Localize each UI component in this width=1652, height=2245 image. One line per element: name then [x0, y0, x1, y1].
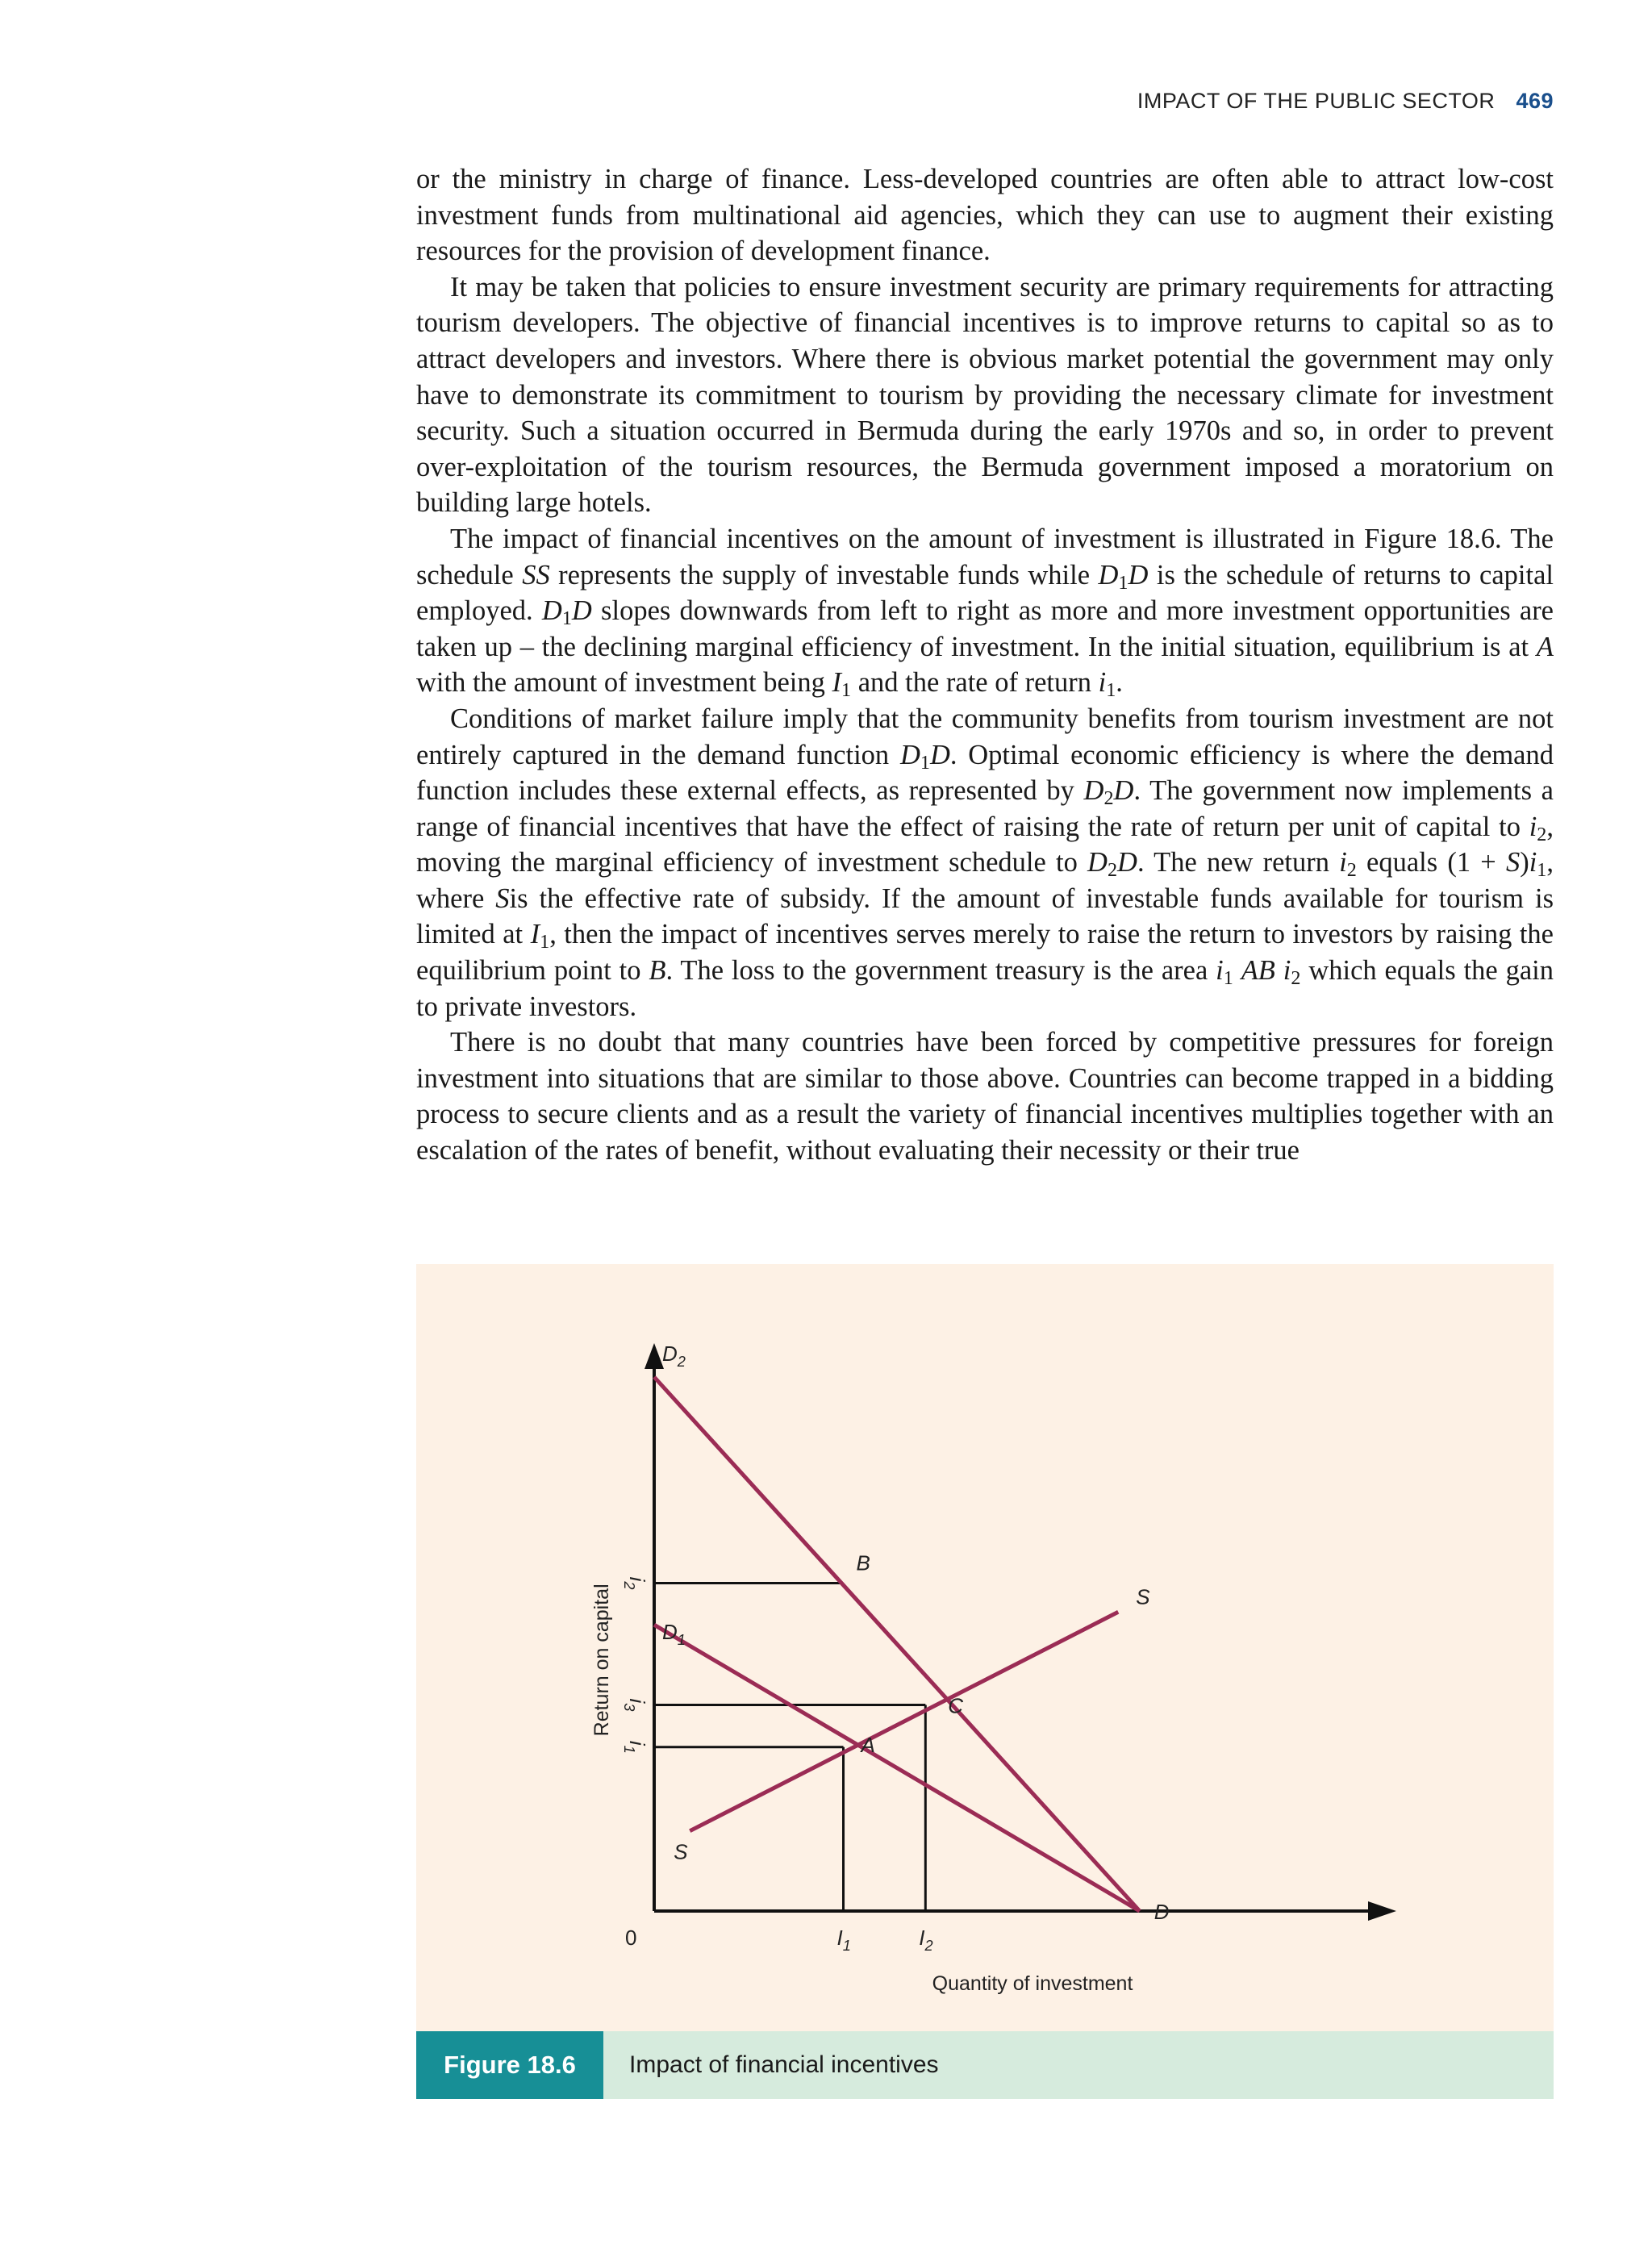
x-tick-label-i2: $I_2$	[919, 1926, 933, 1954]
running-title: IMPACT OF THE PUBLIC SECTOR	[1137, 89, 1496, 113]
chart	[416, 1264, 1554, 2031]
paragraph-1: or the ministry in charge of finance. Less-developed countries are often able to attract low-cost investment funds from multinational aid agencies, which they can use to augment their existing resources for the provision of development finance.	[416, 164, 1554, 267]
paragraph-3: The impact of financial incentives on the amount of investment is illustrated in Figure 18.6. The schedule SS represents the supply of investable funds while $D_1D$ is the schedule of returns to capital employed. $D_1D$ slopes downwards from left to right as more and more investment opportunities are taken up – the declining marginal efficiency of investment. In the initial situation, equilibrium is at A with the amount of investment being $I_1$ and the rate of return $i_1$.	[416, 523, 1554, 702]
figure-caption	[416, 2031, 1554, 2099]
y-axis-arrow	[645, 1343, 664, 1369]
running-header	[416, 89, 1554, 121]
series-label-ss-end: S	[1136, 1584, 1150, 1609]
figure-18-6	[416, 1264, 1554, 2099]
body-text	[416, 161, 1554, 1169]
paragraph-4: Conditions of market failure imply that the community benefits from tourism investment are not entirely captured in the demand function $D_1D$. Optimal economic efficiency is where the demand function includes these external effects, as represented by $D_2D$. The government now implements a range of financial incentives that have the effect of raising the rate of return per unit of capital to $i_2$, moving the marginal efficiency of investment schedule to $D_2D$. The new return $i_2$ equals $(1 + S)i_1$, where Sis the effective rate of subsidy. If the amount of investable funds available for tourism is limited at $I_1$, then the impact of incentives serves merely to raise the return to investors by raising the equilibrium point to B. The loss to the government treasury is the area $i_1$ AB $i_2$ which equals the gain to private investors.	[416, 703, 1554, 1022]
paragraph-2: It may be taken that policies to ensure investment security are primary requirements for attracting tourism developers. The objective of financial incentives is to improve returns to capital so as to attract developers and investors. Where there is obvious market potential the government may only have to demonstrate its commitment to tourism by providing the necessary climate for investment security. Such a situation occurred in Bermuda during the early 1970s and so, in order to prevent over-exploitation of the tourism resources, the Bermuda government imposed a moratorium on building large hotels.	[416, 271, 1554, 519]
x-axis-label: Quantity of investment	[932, 1972, 1133, 1995]
y-tick-label-i2: $i_2$	[621, 1576, 649, 1590]
point-label-c: C	[948, 1693, 964, 1718]
series-line-d2d	[654, 1377, 1140, 1911]
figure-title: Impact of financial incentives	[629, 2051, 939, 2078]
point-label-b: B	[856, 1550, 870, 1575]
x-tick-label-i1: $I_1$	[836, 1926, 851, 1954]
y-tick-label-i3: $i_3$	[621, 1698, 649, 1712]
origin-label: 0	[625, 1926, 637, 1950]
y-axis-label: Return on capital	[590, 1584, 613, 1737]
series-line-d1d	[654, 1625, 1140, 1911]
series-label-d2d-end: D	[1153, 1900, 1170, 1924]
x-axis-arrow	[1368, 1901, 1396, 1921]
page-number: 469	[1516, 89, 1554, 113]
y-tick-label-i1: $i_1$	[621, 1740, 649, 1754]
series-line-ss	[690, 1612, 1118, 1830]
point-label-a: A	[861, 1732, 875, 1757]
paragraph-5: There is no doubt that many countries have been forced by competitive pressures for foreign investment into situations that are similar to those above. Countries can become trapped in a bidding process to secure clients and as a result the variety of financial incentives multiplies together with an escalation of the rates of benefit, without evaluating their necessity or their true	[416, 1027, 1554, 1166]
series-label-d1d-start: $D_1$	[662, 1620, 686, 1649]
series-label-d2d-start: $D_2$	[662, 1342, 686, 1370]
series-label-ss-start: S	[674, 1839, 688, 1864]
figure-number: Figure 18.6	[416, 2031, 603, 2099]
